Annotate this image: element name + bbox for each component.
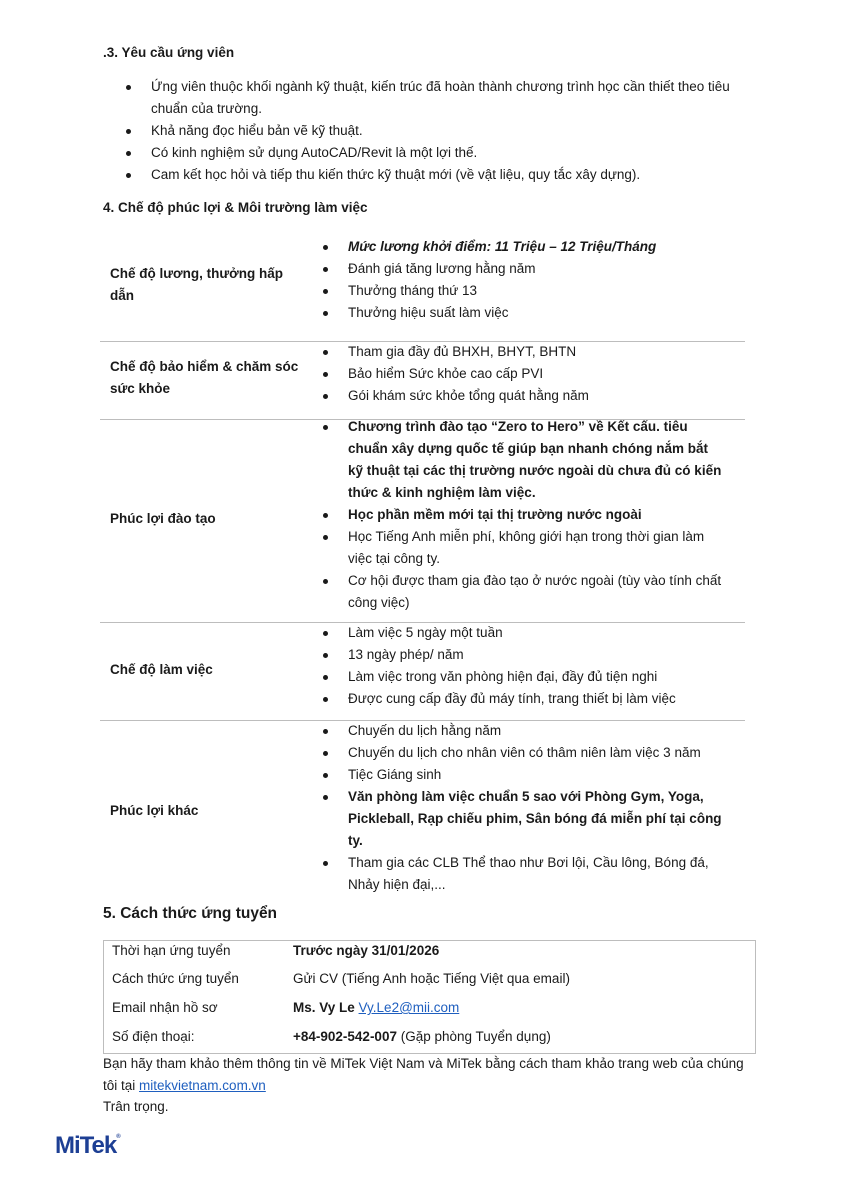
benefit-item: Văn phòng làm việc chuẩn 5 sao với Phòng Gym, Yoga, Pickleball, Rạp chiếu phim, Sân bóng đá miễn phí tại công ty.: [304, 786, 724, 852]
benefit-row-label: Phúc lợi đào tạo: [110, 511, 216, 526]
benefit-item: Thưởng hiệu suất làm việc: [304, 302, 744, 324]
section-4-heading: 4. Chế độ phúc lợi & Môi trường làm việc: [103, 200, 368, 215]
requirement-item: Cam kết học hỏi và tiếp thu kiến thức kỹ thuật mới (về vật liệu, quy tắc xây dựng).: [107, 164, 747, 186]
website-link[interactable]: mitekvietnam.com.vn: [139, 1077, 266, 1093]
benefit-item: Thưởng tháng thứ 13: [304, 280, 744, 302]
benefit-item: Tham gia đầy đủ BHXH, BHYT, BHTN: [304, 341, 744, 363]
benefit-item: Tiệc Giáng sinh: [304, 764, 724, 786]
benefit-row-list: [304, 341, 744, 407]
section-5-heading: 5. Cách thức ứng tuyển: [103, 905, 278, 922]
requirement-item: Khả năng đọc hiểu bản vẽ kỹ thuật.: [107, 120, 747, 142]
mitek-logo: [55, 1132, 121, 1160]
benefit-row-label: Chế độ làm việc: [110, 662, 213, 677]
logo-text: MiTek: [55, 1132, 117, 1159]
benefit-item: Bảo hiểm Sức khỏe cao cấp PVI: [304, 363, 744, 385]
closing-text: Trân trọng.: [103, 1099, 169, 1114]
benefit-item: Gói khám sức khỏe tổng quát hằng năm: [304, 385, 744, 407]
benefit-item: Cơ hội được tham gia đào tạo ở nước ngoài (tùy vào tính chất công việc): [304, 570, 724, 614]
email-link[interactable]: Vy.Le2@mii.com: [358, 1000, 460, 1015]
benefit-row-label: Chế độ lương, thưởng hấp dẫn: [110, 266, 283, 303]
footer-text: Bạn hãy tham khảo thêm thông tin về MiTek Việt Nam và MiTek bằng cách tham khảo trang web của chúng tôi tại: [103, 1056, 744, 1093]
benefit-item: Học phần mềm mới tại thị trường nước ngoài: [304, 504, 724, 526]
benefit-row-label: Phúc lợi khác: [110, 803, 199, 818]
benefit-item: Đánh giá tăng lương hằng năm: [304, 258, 744, 280]
requirement-item: Ứng viên thuộc khối ngành kỹ thuật, kiến trúc đã hoàn thành chương trình học cần thiết theo tiêu chuẩn của trường.: [107, 76, 747, 120]
benefit-row-list: [304, 720, 724, 896]
section-3-heading: .3. Yêu cầu ứng viên: [103, 45, 235, 60]
benefit-row-list: [304, 416, 724, 614]
deadline-label: Thời hạn ứng tuyển: [112, 943, 231, 958]
registered-mark-icon: ®: [116, 1134, 121, 1140]
requirements-list: [107, 76, 747, 186]
phone-number: +84-902-542-007: [293, 1029, 397, 1044]
benefit-row-list: [304, 236, 744, 324]
email-label: Email nhận hồ sơ: [112, 1000, 218, 1015]
method-label: Cách thức ứng tuyển: [112, 971, 239, 986]
deadline-value: Trước ngày 31/01/2026: [293, 943, 440, 958]
phone-label: Số điện thoại:: [112, 1029, 195, 1044]
benefit-item: Làm việc 5 ngày một tuần: [304, 622, 744, 644]
email-value: [293, 998, 459, 1018]
benefit-item: Chương trình đào tạo “Zero to Hero” về Kết cấu. tiêu chuẩn xây dựng quốc tế giúp bạn nhanh chóng nắm bắt kỹ thuật tại các thị trường nước ngoài dù chưa đủ có kiến thức & kinh nghiệm làm việc.: [304, 416, 724, 504]
benefit-item: Mức lương khởi điểm: 11 Triệu – 12 Triệu/Tháng: [304, 236, 744, 258]
phone-note: (Gặp phòng Tuyển dụng): [396, 1029, 551, 1044]
footer-paragraph: [103, 1053, 753, 1118]
benefit-row-label: Chế độ bảo hiểm & chăm sóc sức khỏe: [110, 359, 299, 396]
requirement-item: Có kinh nghiệm sử dụng AutoCAD/Revit là một lợi thế.: [107, 142, 747, 164]
benefit-item: Chuyến du lịch cho nhân viên có thâm niên làm việc 3 năm: [304, 742, 724, 764]
benefit-item: 13 ngày phép/ năm: [304, 644, 744, 666]
contact-name: Ms. Vy Le: [293, 1000, 355, 1015]
method-value: Gửi CV (Tiếng Anh hoặc Tiếng Việt qua email): [293, 971, 570, 986]
benefit-row-list: [304, 622, 744, 710]
phone-value: [293, 1027, 551, 1047]
benefit-item: Học Tiếng Anh miễn phí, không giới hạn trong thời gian làm việc tại công ty.: [304, 526, 724, 570]
benefit-item: Được cung cấp đầy đủ máy tính, trang thiết bị làm việc: [304, 688, 744, 710]
benefit-item: Chuyến du lịch hằng năm: [304, 720, 724, 742]
benefit-item: Tham gia các CLB Thể thao như Bơi lội, Cầu lông, Bóng đá, Nhảy hiện đại,...: [304, 852, 724, 896]
application-info-table: [103, 940, 756, 1054]
benefit-item: Làm việc trong văn phòng hiện đại, đầy đủ tiện nghi: [304, 666, 744, 688]
